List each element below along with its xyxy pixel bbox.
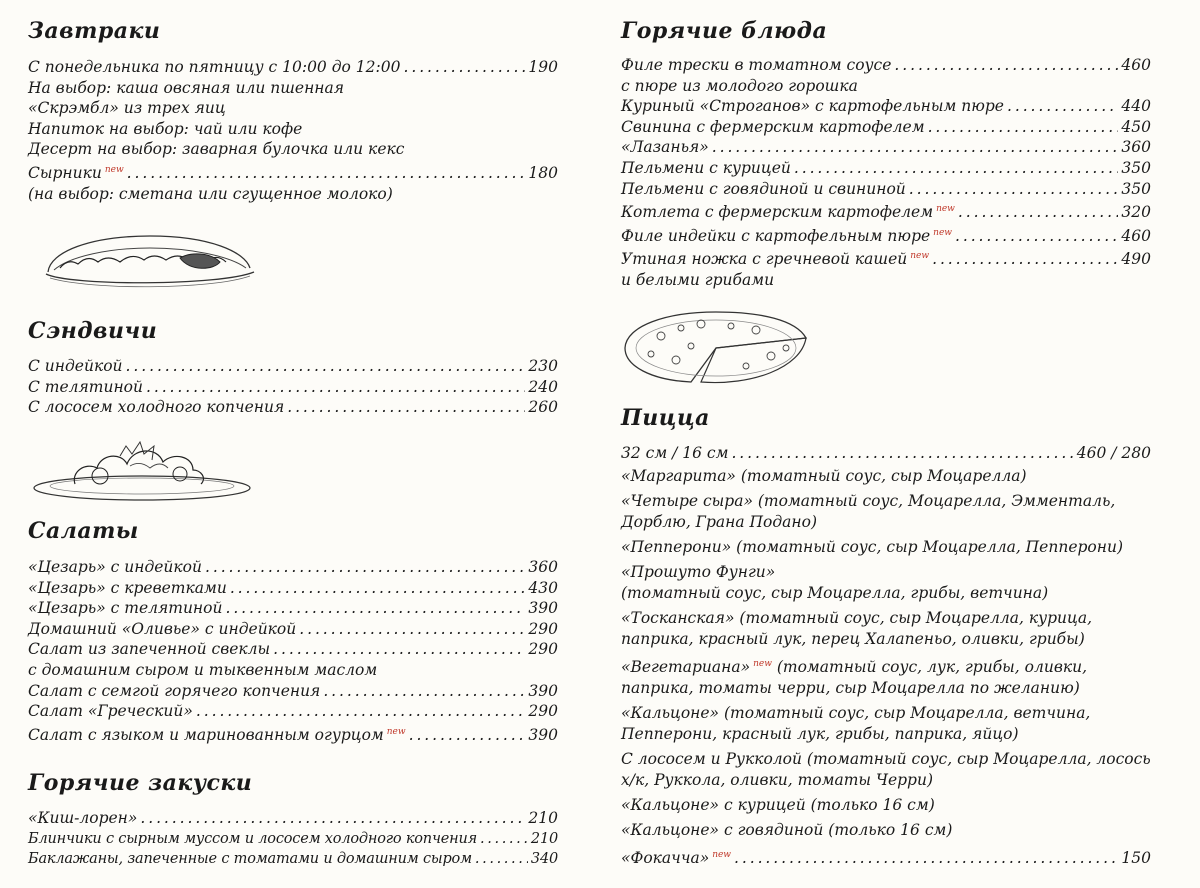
- menu-item: [28, 701, 558, 722]
- item-name-text: Котлета с фермерским картофелем: [621, 203, 934, 222]
- pizza-section: [621, 443, 1151, 868]
- leader-dots: [409, 725, 526, 746]
- menu-item: [28, 160, 558, 184]
- item-price: 450: [1121, 117, 1151, 136]
- item-price: 320: [1121, 203, 1151, 222]
- item-price: 290: [528, 619, 558, 638]
- item-price: 150: [1121, 848, 1151, 867]
- item-name-text: Салат с языком и маринованным огурцом: [28, 725, 384, 744]
- hot-dishes-title: Горячие блюда: [621, 18, 828, 44]
- menu-item: [621, 845, 1151, 869]
- leader-dots: [894, 55, 1118, 76]
- pizza-desc: (томатный соус, сыр Моцарелла, грибы, ветчина): [621, 583, 1049, 602]
- sandwiches-section: [28, 356, 558, 418]
- sandwiches-title: Сэндвичи: [28, 318, 158, 344]
- pizza-item: [621, 537, 1151, 558]
- menu-item: [28, 849, 558, 870]
- item-price: 460: [1121, 56, 1151, 74]
- pizza-name: С лососем и Рукколой: [621, 749, 802, 768]
- leader-dots: [475, 849, 528, 870]
- item-name-text: «Фокачча»: [621, 848, 710, 867]
- pizza-name: «Вегетариана»: [621, 657, 751, 676]
- sandwich-sketch-icon: [40, 228, 270, 292]
- item-price: 290: [528, 702, 558, 721]
- item-name-text: Сырники: [28, 163, 102, 182]
- leader-dots: [299, 619, 525, 640]
- leader-dots: [712, 137, 1119, 158]
- pizza-item: [621, 608, 1151, 650]
- menu-item: [28, 808, 558, 829]
- leader-dots: [794, 158, 1119, 179]
- pizza-item: [621, 820, 1151, 841]
- new-badge: new: [933, 227, 952, 238]
- new-badge: new: [712, 849, 732, 860]
- item-name: Салат с семгой горячего копчения: [28, 681, 321, 700]
- item-name: С лососем холодного копчения: [28, 398, 285, 417]
- item-price: 360: [1121, 138, 1151, 157]
- item-name: [621, 158, 791, 179]
- item-name: С понедельника по пятницу с 10:00 до 12:00: [28, 58, 401, 76]
- salad-plate-sketch-icon: [30, 436, 254, 504]
- item-name: [621, 137, 709, 158]
- new-badge: new: [104, 164, 124, 175]
- leader-dots: [958, 202, 1119, 223]
- leader-dots: [731, 443, 1073, 464]
- pizza-desc: (томатный соус, сыр Моцарелла): [735, 466, 1027, 485]
- item-name-text: Свинина с фермерским картофелем: [621, 117, 925, 136]
- leader-dots: [140, 808, 525, 829]
- pizza-title: Пицца: [621, 405, 710, 431]
- hot-snacks-title: Горячие закуски: [28, 770, 253, 796]
- item-name: С индейкой: [28, 357, 123, 375]
- leader-dots: [928, 117, 1119, 138]
- menu-item: [28, 722, 558, 746]
- menu-item: [28, 681, 558, 702]
- hot-dishes-section: [621, 55, 1151, 291]
- menu-item: [621, 179, 1151, 200]
- item-name-text: Куриный «Строганов» с картофельным пюре: [621, 97, 1004, 116]
- leader-dots: [127, 163, 526, 184]
- menu-item: [621, 117, 1151, 138]
- pizza-name: «Четыре сыра»: [621, 491, 753, 510]
- pizza-name: «Кальцоне» с говядиной: [621, 820, 824, 839]
- item-name: «Цезарь» с индейкой: [28, 558, 202, 576]
- pizza-name: «Тосканская»: [621, 608, 735, 627]
- menu-item: [28, 356, 558, 377]
- leader-dots: [196, 701, 526, 722]
- item-price: 260: [528, 398, 558, 417]
- new-badge: new: [386, 726, 406, 737]
- leader-dots: [205, 557, 525, 578]
- pizza-desc: (томатный соус, сыр Моцарелла, курица, паприка, красный лук, перец Халапеньо, оливки, грибы): [621, 608, 1093, 648]
- pizza-desc: (томатный соус, сыр Моцарелла, Пепперони): [731, 537, 1123, 556]
- leader-dots: [126, 356, 526, 377]
- item-name: Филе трески в томатном соусе: [621, 56, 892, 74]
- item-price: 190: [528, 58, 558, 76]
- item-name: 32 см / 16 см: [621, 444, 729, 462]
- item-price: 390: [528, 599, 558, 618]
- menu-item: [28, 557, 558, 578]
- new-badge: new: [936, 204, 955, 215]
- salads-section: [28, 557, 558, 745]
- item-name: [621, 179, 906, 200]
- item-price: 350: [1121, 158, 1151, 177]
- item-description: и белыми грибами: [621, 270, 775, 289]
- menu-item: [28, 639, 558, 660]
- item-name: Салат «Греческий»: [28, 702, 193, 721]
- item-name: [621, 96, 1004, 117]
- item-name-text: Филе индейки с картофельным пюре: [621, 226, 931, 245]
- item-price: 210: [528, 809, 558, 827]
- pizza-item: [621, 795, 1151, 816]
- pizza-desc: (только 16 см): [823, 820, 953, 839]
- item-price: 460 / 280: [1076, 444, 1151, 462]
- item-name-text: Пельмени с говядиной и свининой: [621, 179, 906, 198]
- item-price: 430: [528, 578, 558, 597]
- breakfast-line: Напиток на выбор: чай или кофе: [28, 119, 303, 138]
- menu-item: [28, 829, 558, 850]
- menu-item: [28, 598, 558, 619]
- item-price: 240: [528, 377, 558, 396]
- item-name: [28, 722, 406, 746]
- breakfast-line: Десерт на выбор: заварная булочка или кекс: [28, 140, 405, 159]
- menu-item: [621, 246, 1151, 270]
- item-name: «Цезарь» с телятиной: [28, 599, 223, 618]
- breakfast-title: Завтраки: [28, 18, 161, 44]
- leader-dots: [287, 397, 525, 418]
- item-price: 230: [528, 357, 558, 375]
- pizza-sketch-icon: [621, 308, 811, 388]
- menu-item: [28, 397, 558, 418]
- breakfast-line: На выбор: каша овсяная или пшенная: [28, 78, 345, 97]
- leader-dots: [230, 578, 526, 599]
- menu-item: [28, 57, 558, 78]
- item-description: с пюре из молодого горошка: [621, 76, 858, 95]
- pizza-desc: (томатный соус, сыр Моцарелла, ветчина, Пепперони, красный лук, грибы, паприка, яйцо): [621, 703, 1091, 743]
- leader-dots: [225, 598, 525, 619]
- leader-dots: [273, 639, 525, 660]
- item-name: [621, 199, 955, 223]
- item-name: Баклажаны, запеченные с томатами и домашним сыром: [28, 851, 472, 868]
- item-name: «Киш-лорен»: [28, 809, 138, 827]
- menu-item: [28, 578, 558, 599]
- item-name-text: «Лазанья»: [621, 138, 709, 157]
- pizza-name: «Кальцоне» с курицей: [621, 795, 806, 814]
- pizza-item: [621, 466, 1151, 487]
- pizza-item: [621, 654, 1151, 699]
- pizza-desc: (томатный соус, сыр Моцарелла, лосось х/к, Руккола, оливки, томаты Черри): [621, 749, 1151, 789]
- pizza-name: «Маргарита»: [621, 466, 736, 485]
- item-price: 440: [1121, 97, 1151, 116]
- item-name: Салат из запеченной свеклы: [28, 640, 271, 659]
- leader-dots: [909, 179, 1119, 200]
- item-price: 210: [530, 830, 558, 847]
- pizza-item: [621, 703, 1151, 745]
- pizza-size-row: [621, 443, 1151, 464]
- new-badge: new: [753, 658, 772, 669]
- leader-dots: [146, 377, 525, 398]
- item-name: Блинчики с сырным муссом и лососем холодного копчения: [28, 830, 478, 847]
- menu-item: [621, 96, 1151, 117]
- hot-snacks-section: [28, 808, 558, 870]
- new-badge: new: [910, 251, 930, 262]
- leader-dots: [403, 57, 525, 78]
- item-price: 390: [528, 681, 558, 700]
- pizza-name: «Прошуто Фунги»: [621, 562, 776, 581]
- salads-title: Салаты: [28, 518, 139, 544]
- breakfast-note: (на выбор: сметана или сгущенное молоко): [28, 184, 393, 203]
- item-price: 180: [528, 163, 558, 182]
- item-price: 350: [1121, 179, 1151, 198]
- item-name: «Цезарь» с креветками: [28, 578, 227, 597]
- menu-item: [28, 619, 558, 640]
- item-name: Домашний «Оливье» с индейкой: [28, 619, 297, 638]
- item-price: 390: [528, 725, 558, 744]
- item-name: [621, 246, 929, 270]
- pizza-item: [621, 749, 1151, 791]
- menu-item: [621, 158, 1151, 179]
- item-name: [28, 160, 124, 184]
- item-price: 360: [528, 558, 558, 576]
- pizza-desc: (томатный соус, лук, грибы, оливки, паприка, томаты черри, сыр Моцарелла по желанию): [621, 657, 1087, 697]
- item-price: 340: [530, 851, 558, 868]
- menu-item: [621, 55, 1151, 76]
- leader-dots: [955, 226, 1118, 247]
- breakfast-line: «Скрэмбл» из трех яиц: [28, 99, 226, 118]
- pizza-item: [621, 491, 1151, 533]
- item-name: [621, 223, 952, 247]
- item-price: 290: [528, 640, 558, 659]
- leader-dots: [323, 681, 525, 702]
- leader-dots: [480, 829, 528, 850]
- leader-dots: [932, 249, 1118, 270]
- pizza-name: «Пепперони»: [621, 537, 732, 556]
- menu-item: [621, 137, 1151, 158]
- item-name: [621, 845, 731, 869]
- leader-dots: [734, 848, 1118, 869]
- menu-item: [28, 377, 558, 398]
- menu-item: [621, 199, 1151, 223]
- item-name-text: Пельмени с курицей: [621, 158, 791, 177]
- item-description: с домашним сыром и тыквенным маслом: [28, 660, 378, 679]
- leader-dots: [1007, 96, 1118, 117]
- pizza-desc: (только 16 см): [805, 795, 935, 814]
- pizza-desc: (томатный соус, Моцарелла, Эмменталь, Дорблю, Грана Подано): [621, 491, 1116, 531]
- item-name: С телятиной: [28, 377, 143, 396]
- item-name-text: Утиная ножка с гречневой кашей: [621, 250, 908, 269]
- breakfast-section: [28, 57, 558, 204]
- item-price: 460: [1121, 226, 1151, 245]
- menu-item: [621, 223, 1151, 247]
- item-price: 490: [1121, 250, 1151, 269]
- pizza-name: «Кальцоне»: [621, 703, 720, 722]
- item-name: [621, 117, 925, 138]
- pizza-item: [621, 562, 1151, 604]
